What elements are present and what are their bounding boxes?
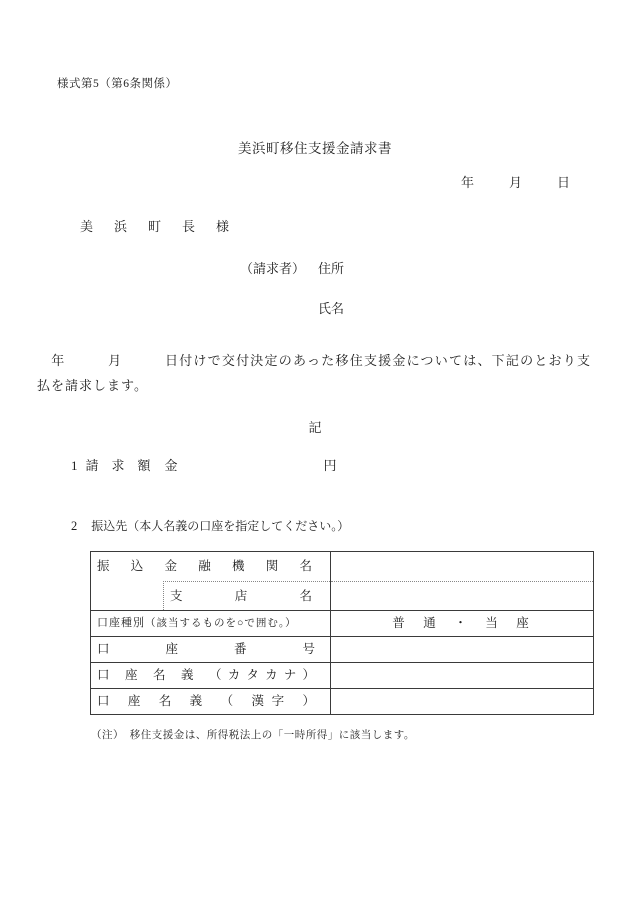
- applicant-prefix: （請求者）: [240, 261, 306, 276]
- bank-name-value-cell: [331, 552, 593, 610]
- claim-amount-line: [71, 455, 337, 474]
- account-type-options[interactable]: 普 通 ・ 当 座: [392, 616, 532, 630]
- account-number-row: [91, 636, 593, 662]
- name-label: 氏名: [318, 301, 345, 316]
- transfer-destination-label: 振込先（本人名義の口座を指定してください。）: [91, 519, 350, 533]
- tax-note: （注） 移住支援金は、所得税法上の「一時所得」に該当します。: [91, 730, 415, 741]
- account-number-input[interactable]: [331, 637, 593, 662]
- bank-transfer-table: [90, 551, 594, 715]
- account-name-kana-label: 口 座 名 義 （カタカナ）: [91, 663, 331, 688]
- currency-suffix: 円: [323, 458, 337, 473]
- account-type-label: 口座種別: [97, 617, 145, 629]
- label-spacer: [91, 581, 163, 610]
- document-title: 美浜町移住支援金請求書: [238, 141, 392, 156]
- account-type-note: （該当するものを○で囲む。）: [145, 618, 297, 629]
- body-paragraph: 年 月 日付けで交付決定のあった移住支援金については、下記のとおり支払を請求します。: [37, 353, 591, 393]
- account-name-kanji-row: [91, 688, 593, 714]
- claim-amount-label: 請 求 額: [85, 458, 151, 473]
- ki-heading: 記: [308, 420, 322, 435]
- bank-name-label-cell: [91, 552, 331, 610]
- account-number-label: 口 座 番 号: [91, 637, 331, 662]
- bank-institution-label: 振 込 金 融 機 関 名: [97, 559, 312, 573]
- address-label: 住所: [318, 261, 345, 276]
- item1-number: 1: [71, 458, 78, 473]
- form-number: 様式第5（第6条関係）: [57, 78, 178, 90]
- account-type-label-cell: [91, 611, 331, 636]
- amount-blank-field[interactable]: [178, 469, 324, 470]
- date-line: 年 月 日: [460, 175, 573, 190]
- branch-name-label: 支 店 名: [163, 581, 330, 610]
- item2-number: 2: [71, 519, 78, 533]
- account-type-row: [91, 610, 593, 636]
- account-name-kanji-input[interactable]: [331, 689, 593, 714]
- addressee: 美 浜 町 長 様: [80, 219, 234, 234]
- bank-name-row: [91, 552, 593, 610]
- bank-institution-input[interactable]: [331, 552, 593, 581]
- account-name-kanji-label: 口 座 名 義 （ 漢字 ）: [91, 689, 331, 714]
- transfer-destination-line: [71, 517, 349, 534]
- applicant-line: [240, 258, 344, 277]
- currency-prefix: 金: [164, 458, 178, 473]
- branch-name-input[interactable]: [331, 581, 593, 610]
- account-name-kana-row: [91, 662, 593, 688]
- account-name-kana-input[interactable]: [331, 663, 593, 688]
